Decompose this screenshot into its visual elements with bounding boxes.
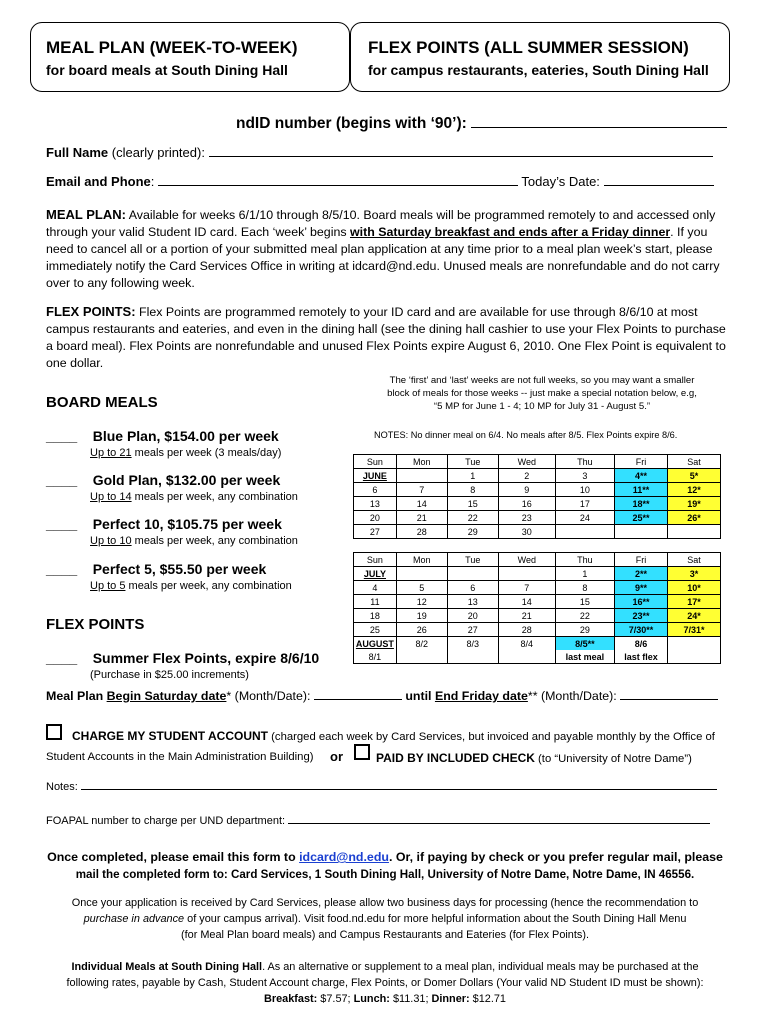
begin-date-input-line[interactable] (314, 699, 402, 700)
charge-account-text: (charged each week by Card Services, but invoiced and payable monthly by the Office of (268, 731, 715, 743)
calendar-day-cell: 24* (667, 609, 720, 623)
calendar-day-cell: 19 (396, 609, 447, 623)
meal-plan-para-text2: . If you need to cancel all or a portion of your submitted meal plan application at any time prior to a meal plan week’s start, please immediately notify the Card Services Office in writing at idcard@nd.edu. Unused meals are nonrefundable and do not carry over to any following week. (46, 225, 720, 290)
paid-by-check-line (376, 751, 692, 765)
calendar-day-cell: 12* (667, 483, 720, 497)
summer-flex-desc: (Purchase in $25.00 increments) (90, 669, 249, 681)
individual-line1-text: . As an alternative or supplement to a meal plan, individual meals may be purchased at the (262, 961, 699, 973)
ndid-field[interactable] (236, 115, 727, 133)
calendar-header-cell: Wed (498, 455, 555, 469)
calendar-day-cell: 28 (396, 525, 447, 539)
calendar-day-cell: last meal (555, 650, 614, 664)
calendar-day-cell (667, 650, 720, 664)
email-phone-input-line[interactable] (158, 185, 518, 186)
summer-flex-option[interactable] (46, 650, 319, 666)
gold-plan-blank[interactable]: ____ (46, 472, 78, 488)
calendar-day-cell (498, 567, 555, 581)
calendar-day-cell: 14 (396, 497, 447, 511)
calendar-header-cell: Fri (614, 553, 667, 567)
calendar-day-cell: 21 (396, 511, 447, 525)
meal-plan-para-text1: Available for weeks 6/1/10 through 8/5/10. Board meals will be programmed remotely to and accessed only through your valid Student ID card. Each ‘week’ begins (46, 208, 716, 239)
flex-header-title: FLEX POINTS (ALL SUMMER SESSION) (368, 38, 689, 57)
calendar-week-row (354, 483, 721, 497)
calendar-day-cell: 1 (447, 469, 498, 483)
calendar-day-cell: 19* (667, 497, 720, 511)
perfect10-limit: Up to 10 (90, 535, 132, 547)
email-phone-label: Email and Phone (46, 174, 151, 189)
gold-plan-desc (90, 491, 298, 503)
flex-para-text: Flex Points are programmed remotely to your ID card and are available for use through 8/6/10 at most campus restaurants and eateries, and even in the dining hall (see the dining hall cashier to use your Flex Points to purchase a board meal). Flex Points are nonrefundable and unused Flex Points expire August 6, 2010. One Flex Point is equivalent to one dollar. (46, 305, 726, 370)
calendar-day-cell: JUNE (354, 469, 397, 483)
calendar-day-cell (396, 650, 447, 664)
meal-plan-dates-row (46, 689, 718, 703)
calendar-day-cell: 8/5** (555, 637, 614, 651)
calendar-day-cell: 8 (447, 483, 498, 497)
dinner-label: Dinner: (431, 993, 470, 1005)
calendar-week-row (354, 637, 721, 651)
perfect5-option[interactable] (46, 561, 266, 577)
calendar-day-cell: 28 (498, 623, 555, 637)
calendar-day-cell: 22 (555, 609, 614, 623)
blue-plan-blank[interactable]: ____ (46, 428, 78, 444)
calendar-day-cell: 9** (614, 581, 667, 595)
completion-line2: mail the completed form to: Card Services, 1 South Dining Hall, University of Notre Dame, Notre Dame, IN 46556. (75, 868, 695, 881)
calendar-header-cell: Tue (447, 455, 498, 469)
calendar-day-cell: 5* (667, 469, 720, 483)
calendar-header-row (354, 455, 721, 469)
today-date-input-line[interactable] (604, 185, 714, 186)
lunch-label: Lunch: (353, 993, 390, 1005)
perfect10-option[interactable] (46, 516, 282, 532)
calendar-day-cell (396, 567, 447, 581)
charge-account-line2: Student Accounts in the Main Administration Building) (46, 751, 314, 763)
dinner-price: $12.71 (469, 993, 506, 1005)
blue-plan-limit: Up to 21 (90, 447, 132, 459)
charge-account-label: CHARGE MY STUDENT ACCOUNT (72, 729, 269, 743)
charge-account-checkbox[interactable] (46, 724, 62, 740)
perfect10-blank[interactable]: ____ (46, 516, 78, 532)
perfect5-limit: Up to 5 (90, 580, 126, 592)
full-name-field[interactable] (46, 145, 713, 160)
completion-line1 (30, 849, 740, 866)
individual-meals-info (30, 959, 740, 1007)
calendar-day-cell: 25 (354, 623, 397, 637)
calendar-day-cell: 16** (614, 595, 667, 609)
calendar-day-cell (667, 637, 720, 651)
calendar-day-cell (667, 525, 720, 539)
gold-plan-option[interactable] (46, 472, 280, 488)
week-note-line3: “5 MP for June 1 - 4; 10 MP for July 31 - August 5.” (433, 401, 651, 412)
calendar-day-cell: 8/3 (447, 637, 498, 651)
board-meals-heading: BOARD MEALS (46, 394, 158, 411)
perfect5-desc-text: meals per week, any combination (125, 580, 292, 592)
calendar-day-cell: 29 (447, 525, 498, 539)
meal-plan-header-subtitle: for board meals at South Dining Hall (46, 62, 288, 78)
calendar-day-cell: 12 (396, 595, 447, 609)
perfect10-desc-text: meals per week, any combination (131, 535, 298, 547)
processing-info (30, 895, 740, 943)
calendar-day-cell: 4** (614, 469, 667, 483)
paid-by-check-text: (to “University of Notre Dame”) (534, 753, 692, 765)
calendar-header-cell: Sat (667, 455, 720, 469)
individual-label: Individual Meals at South Dining Hall (71, 961, 263, 973)
calendar-day-cell: 8/1 (354, 650, 397, 664)
calendar-day-cell: 8/4 (498, 637, 555, 651)
perfect10-title: Perfect 10, $105.75 per week (92, 516, 282, 532)
summer-flex-title: Summer Flex Points, expire 8/6/10 (92, 650, 320, 666)
calendar-day-cell: 20 (447, 609, 498, 623)
notes-label: Notes: (46, 781, 78, 793)
ndid-input-line[interactable] (471, 127, 727, 128)
calendar-day-cell: 27 (354, 525, 397, 539)
completion-line1a: Once completed, please email this form to (47, 850, 300, 864)
calendar-header-cell: Tue (447, 553, 498, 567)
notes-field[interactable] (46, 781, 717, 793)
calendar-header-cell: Sun (354, 455, 397, 469)
calendar-day-cell: 23 (498, 511, 555, 525)
calendar-day-cell (614, 525, 667, 539)
or-label: or (330, 749, 343, 764)
calendar-day-cell: 3* (667, 567, 720, 581)
calendar-day-cell: 14 (498, 595, 555, 609)
july-calendar (353, 552, 721, 664)
processing-line2 (30, 911, 740, 927)
calendar-week-row (354, 623, 721, 637)
calendar-day-cell (498, 650, 555, 664)
full-name-input-line[interactable] (209, 156, 713, 157)
calendar-day-cell: 17* (667, 595, 720, 609)
calendar-week-row (354, 595, 721, 609)
individual-prices (30, 991, 740, 1007)
week-note-line2: block of meals for those weeks -- just make a special notation below, e.g, (387, 388, 697, 399)
perfect10-desc (90, 535, 298, 547)
processing-line2b: of your campus arrival). Visit food.nd.edu for more helpful information about the South Dining Hall Menu (184, 913, 687, 925)
until-label: until (405, 689, 435, 703)
calendar-week-row (354, 581, 721, 595)
calendar-header-cell: Mon (396, 553, 447, 567)
calendar-header-cell: Sun (354, 553, 397, 567)
calendar-day-cell: 5 (396, 581, 447, 595)
calendar-day-cell: 17 (555, 497, 614, 511)
breakfast-label: Breakfast: (264, 993, 318, 1005)
calendar-day-cell: 26* (667, 511, 720, 525)
calendar-day-cell: 10* (667, 581, 720, 595)
calendar-day-cell: 18** (614, 497, 667, 511)
begin-date-label: Begin Saturday date (106, 689, 227, 703)
calendar-day-cell: 6 (447, 581, 498, 595)
calendar-day-cell: 24 (555, 511, 614, 525)
calendar-day-cell: 2** (614, 567, 667, 581)
flex-header-subtitle: for campus restaurants, eateries, South Dining Hall (368, 62, 709, 78)
calendar-day-cell: 25** (614, 511, 667, 525)
calendar-day-cell: 8 (555, 581, 614, 595)
calendar-day-cell: 13 (354, 497, 397, 511)
flex-points-heading: FLEX POINTS (46, 616, 145, 633)
calendar-header-cell: Mon (396, 455, 447, 469)
calendar-day-cell: 1 (555, 567, 614, 581)
calendar-day-cell: 30 (498, 525, 555, 539)
calendar-day-cell: 13 (447, 595, 498, 609)
today-date-label: Today’s Date: (521, 174, 600, 189)
week-note-line1: The ‘first’ and ‘last’ weeks are not full weeks, so you may want a smaller (389, 375, 695, 386)
blue-plan-desc (90, 447, 281, 459)
calendar-day-cell: 21 (498, 609, 555, 623)
calendar-day-cell: 27 (447, 623, 498, 637)
calendar-day-cell: 16 (498, 497, 555, 511)
email-phone-field[interactable] (46, 174, 714, 189)
calendar-day-cell: 18 (354, 609, 397, 623)
calendar-notes: NOTES: No dinner meal on 6/4. No meals after 8/5. Flex Points expire 8/6. (374, 430, 678, 440)
gold-plan-limit: Up to 14 (90, 491, 132, 503)
calendar-day-cell: 4 (354, 581, 397, 595)
calendar-day-cell: 9 (498, 483, 555, 497)
flex-points-paragraph (46, 303, 726, 372)
calendar-week-row (354, 469, 721, 483)
calendar-day-cell: 7 (498, 581, 555, 595)
blue-plan-option[interactable] (46, 428, 279, 444)
full-name-label: Full Name (46, 145, 109, 160)
meal-plan-header-title: MEAL PLAN (WEEK-TO-WEEK) (46, 38, 298, 57)
calendar-week-row (354, 609, 721, 623)
calendar-day-cell: 2 (498, 469, 555, 483)
calendar-day-cell: 11** (614, 483, 667, 497)
ndid-label: ndID number (begins with ‘90’): (236, 115, 467, 132)
email-link[interactable]: idcard@nd.edu (299, 850, 389, 864)
foapal-label: FOAPAL number to charge per UND department: (46, 815, 286, 827)
calendar-day-cell: 15 (447, 497, 498, 511)
calendar-day-cell: 3 (555, 469, 614, 483)
calendar-header-cell: Fri (614, 455, 667, 469)
calendar-week-row (354, 650, 721, 664)
completion-instructions (30, 849, 740, 883)
meal-plan-para-emph: with Saturday breakfast and ends after a Friday dinner (349, 225, 671, 239)
paid-by-check-label: PAID BY INCLUDED CHECK (376, 751, 535, 765)
perfect5-blank[interactable]: ____ (46, 561, 78, 577)
calendar-day-cell (555, 525, 614, 539)
calendar-day-cell: 8/2 (396, 637, 447, 651)
calendar-day-cell: 20 (354, 511, 397, 525)
foapal-input-line[interactable] (288, 823, 710, 824)
calendar-day-cell: 6 (354, 483, 397, 497)
calendar-day-cell: 8/6 (614, 637, 667, 651)
calendar-day-cell: 7/30** (614, 623, 667, 637)
full-name-hint: (clearly printed): (111, 145, 205, 160)
calendar-day-cell: 26 (396, 623, 447, 637)
calendar-week-row (354, 525, 721, 539)
calendar-header-cell: Thu (555, 455, 614, 469)
mp-label: Meal Plan (46, 689, 107, 703)
calendar-day-cell: 23** (614, 609, 667, 623)
calendar-day-cell: 10 (555, 483, 614, 497)
june-calendar (353, 454, 721, 539)
calendar-day-cell (447, 567, 498, 581)
calendar-day-cell: 7/31* (667, 623, 720, 637)
calendar-day-cell: last flex (614, 650, 667, 664)
paid-by-check-checkbox[interactable] (354, 744, 370, 760)
meal-plan-para-label: MEAL PLAN: (46, 207, 126, 222)
calendar-header-row (354, 553, 721, 567)
notes-input-line[interactable] (81, 789, 717, 790)
calendar-week-row (354, 567, 721, 581)
blue-plan-desc-text: meals per week (3 meals/day) (131, 447, 282, 459)
calendar-day-cell: JULY (354, 567, 397, 581)
foapal-field[interactable] (46, 815, 710, 827)
end-date-input-line[interactable] (620, 699, 718, 700)
calendar-day-cell: 11 (354, 595, 397, 609)
calendar-header-cell: Wed (498, 553, 555, 567)
calendar-day-cell: AUGUST (354, 637, 397, 651)
week-note (352, 374, 732, 413)
gold-plan-desc-text: meals per week, any combination (131, 491, 298, 503)
calendar-day-cell: 7 (396, 483, 447, 497)
calendar-day-cell (396, 469, 447, 483)
calendar-day-cell: 29 (555, 623, 614, 637)
calendar-header-cell: Thu (555, 553, 614, 567)
lunch-price: $11.31; (389, 993, 432, 1005)
calendar-day-cell (447, 650, 498, 664)
end-date-hint: ** (Month/Date): (527, 689, 617, 703)
gold-plan-title: Gold Plan, $132.00 per week (92, 472, 281, 488)
calendar-day-cell: 15 (555, 595, 614, 609)
email-phone-colon: : (150, 174, 155, 189)
processing-line1: Once your application is received by Card Services, please allow two business days for processing (hence the recommendation to (71, 897, 699, 909)
individual-line1 (30, 959, 740, 975)
begin-date-hint: * (Month/Date): (226, 689, 311, 703)
end-date-label: End Friday date (434, 689, 528, 703)
flex-para-label: FLEX POINTS: (46, 304, 136, 319)
calendar-week-row (354, 511, 721, 525)
breakfast-price: $7.57; (317, 993, 354, 1005)
calendar-day-cell: 22 (447, 511, 498, 525)
individual-line2: following rates, payable by Cash, Student Account charge, Flex Points, or Domer Dollars (Your valid ND Student ID must be shown): (66, 977, 704, 989)
perfect5-desc (90, 580, 292, 592)
calendar-week-row (354, 497, 721, 511)
blue-plan-title: Blue Plan, $154.00 per week (92, 428, 279, 444)
charge-account-line (72, 729, 715, 743)
meal-plan-paragraph (46, 206, 726, 292)
calendar-header-cell: Sat (667, 553, 720, 567)
perfect5-title: Perfect 5, $55.50 per week (92, 561, 267, 577)
summer-flex-blank[interactable]: ____ (46, 650, 78, 666)
processing-emph: purchase in advance (83, 913, 185, 925)
processing-line3: (for Meal Plan board meals) and Campus Restaurants and Eateries (for Flex Points). (181, 929, 589, 941)
completion-line1b: . Or, if paying by check or you prefer regular mail, please (388, 850, 723, 864)
